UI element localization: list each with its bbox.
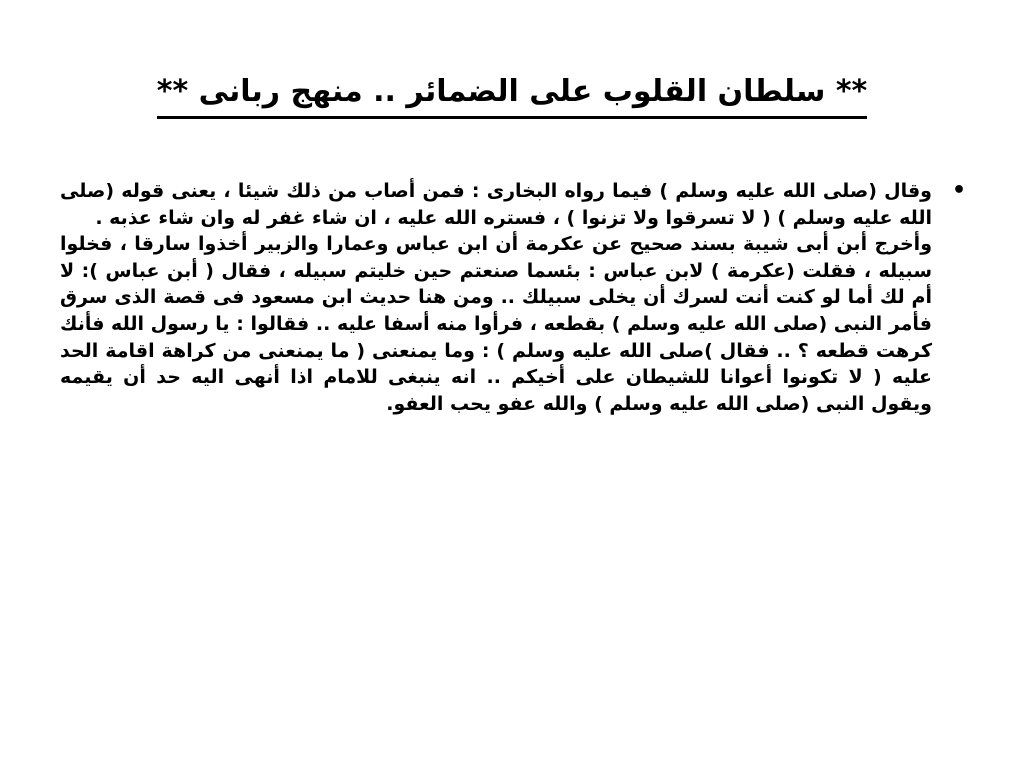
bullet-item xyxy=(60,178,966,417)
body-paragraph-1: وقال (صلى الله عليه وسلم ) فيما رواه البخارى : فمن أصاب من ذلك شيئا ، يعنى قوله (صلى الله عليه وسلم ) ( لا تسرقوا ولا تزنوا ) ، فستره الله عليه ، ان شاء غفر له وان شاء عذبه . xyxy=(60,180,932,229)
bullet-icon: • xyxy=(951,178,966,203)
slide-title-text: ** سلطان القلوب على الضمائر .. منهج ربانى ** xyxy=(157,70,867,119)
slide-body xyxy=(60,178,966,417)
slide-title xyxy=(100,70,924,119)
body-paragraph-2: وأخرج أبن أبى شيبة بسند صحيح عن عكرمة أن ابن عباس وعمارا والزبير أخذوا سارقا ، فخلوا سبيله ، فقلت (عكرمة ) لابن عباس : بئسما صنعتم حين خليتم سبيله ، فقال ( أبن عباس ): لا أم لك أما لو كنت أنت لسرك أن يخلى سبيلك .. ومن هنا حديث ابن مسعود فى قصة الذى سرق فأمر النبى (صلى الله عليه وسلم ) بقطعه ، فرأوا منه أسفا عليه .. فقالوا : يا رسول الله فأنك كرهت قطعه ؟ .. فقال )صلى الله عليه وسلم ) : وما يمنعنى ( ما يمنعنى من كراهة اقامة الحد عليه ( لا تكونوا أعوانا للشيطان على أخيكم .. انه ينبغى للامام اذا أنهى اليه حد أن يقيمه ويقول النبى (صلى الله عليه وسلم ) والله عفو يحب العفو. xyxy=(60,233,932,415)
